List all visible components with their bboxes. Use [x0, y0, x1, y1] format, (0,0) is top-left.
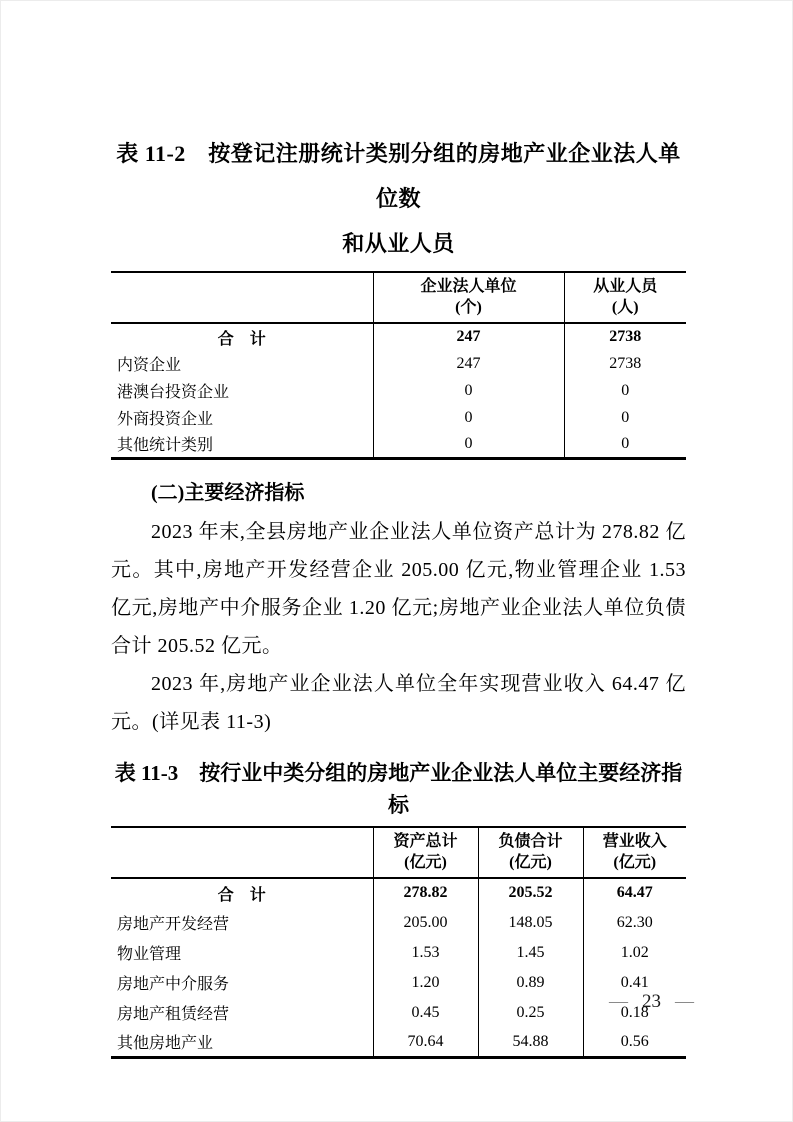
- table-row: [111, 998, 686, 1028]
- cell-liabilities: 0.25: [478, 998, 583, 1028]
- table-11-3-title: 表 11-3 按行业中类分组的房地产业企业法人单位主要经济指标: [114, 760, 683, 817]
- table-row: [111, 938, 686, 968]
- row-label: 房地产中介服务: [117, 976, 230, 993]
- cell-liabilities: 54.88: [478, 1028, 583, 1058]
- row-label: 外商投资企业: [117, 411, 214, 428]
- table-row-total: [111, 878, 686, 908]
- cell-assets: 1.53: [373, 938, 478, 968]
- page-content: [111, 1, 686, 1059]
- header-assets: [373, 827, 478, 878]
- cell-employees: 0: [564, 431, 686, 458]
- table-row: [111, 350, 686, 377]
- cell-assets: 0.45: [373, 998, 478, 1028]
- header-revenue-unit: (亿元): [613, 853, 657, 871]
- cell-revenue: 62.30: [583, 908, 686, 938]
- table-11-2-title-line1: 表 11-2 按登记注册统计类别分组的房地产业企业法人单位数: [116, 141, 681, 211]
- cell-liabilities: 1.45: [478, 938, 583, 968]
- cell-revenue: 0.41: [583, 968, 686, 998]
- footer-left-dash: —: [609, 991, 628, 1012]
- table-11-2-title: [111, 131, 686, 266]
- cell-liabilities: 205.52: [478, 878, 583, 908]
- table-row: [111, 431, 686, 458]
- cell-liabilities: 148.05: [478, 908, 583, 938]
- cell-revenue: 0.18: [583, 998, 686, 1028]
- cell-assets: 1.20: [373, 968, 478, 998]
- cell-revenue: 64.47: [583, 878, 686, 908]
- row-label: 港澳台投资企业: [117, 384, 230, 401]
- table-11-3: [111, 826, 686, 1060]
- table-row: [111, 404, 686, 431]
- page-footer: [609, 989, 694, 1015]
- header-employees-label: 从业人员: [593, 278, 658, 295]
- cell-revenue: 1.02: [583, 938, 686, 968]
- paragraph-revenue: 2023 年,房地产业企业法人单位全年实现营业收入 64.47 亿元。(详见表 11-3): [111, 672, 686, 733]
- header-assets-unit: (亿元): [404, 853, 447, 871]
- header-employees: [564, 272, 686, 323]
- header-empty-cell: [111, 827, 373, 878]
- cell-assets: 278.82: [373, 878, 478, 908]
- cell-employees: 2738: [564, 350, 686, 377]
- cell-employees: 2738: [564, 323, 686, 350]
- row-label: 合 计: [217, 886, 266, 904]
- header-assets-label: 资产总计: [393, 832, 458, 850]
- cell-employees: 0: [564, 404, 686, 431]
- row-label: 内资企业: [117, 357, 182, 374]
- header-unit-count-unit: (个): [455, 299, 482, 316]
- row-label: 房地产租赁经营: [117, 1006, 230, 1023]
- table-row: [111, 1028, 686, 1058]
- table-11-2-header: [111, 272, 686, 323]
- cell-unit-count: 247: [373, 350, 564, 377]
- header-empty-cell: [111, 272, 373, 323]
- table-row: [111, 908, 686, 938]
- header-liabilities-label: 负债合计: [498, 832, 563, 850]
- table-row-total: [111, 323, 686, 350]
- row-label: 物业管理: [117, 946, 182, 963]
- table-row: [111, 968, 686, 998]
- header-employees-unit: (人): [611, 299, 639, 316]
- table-11-2: [111, 271, 686, 460]
- cell-liabilities: 0.89: [478, 968, 583, 998]
- page-number: 23: [642, 991, 661, 1012]
- table-row: [111, 377, 686, 404]
- paragraph-assets: 2023 年末,全县房地产业企业法人单位资产总计为 278.82 亿元。其中,房地产开发经营企业 205.00 亿元,物业管理企业 1.53 亿元,房地产中介服务企业 1.20 亿元;房地产业企业法人单位负债合计 205.52 亿元。: [111, 520, 686, 657]
- row-label: 合 计: [217, 330, 266, 348]
- header-liabilities: [478, 827, 583, 878]
- header-revenue: [583, 827, 686, 878]
- table-11-2-title-line2: 和从业人员: [342, 231, 455, 256]
- row-label: 房地产开发经营: [117, 916, 230, 933]
- cell-unit-count: 0: [373, 404, 564, 431]
- header-revenue-label: 营业收入: [602, 832, 667, 850]
- header-unit-count-label: 企业法人单位: [420, 278, 517, 295]
- header-liabilities-unit: (亿元): [509, 853, 552, 871]
- cell-revenue: 0.56: [583, 1028, 686, 1058]
- section-heading: (二)主要经济指标: [151, 481, 305, 504]
- cell-employees: 0: [564, 377, 686, 404]
- cell-assets: 70.64: [373, 1028, 478, 1058]
- table-11-3-header: [111, 827, 686, 878]
- header-unit-count: [373, 272, 564, 323]
- footer-right-dash: —: [675, 991, 694, 1012]
- row-label: 其他房地产业: [117, 1035, 214, 1053]
- cell-unit-count: 0: [373, 377, 564, 404]
- row-label: 其他统计类别: [117, 437, 214, 455]
- cell-unit-count: 247: [373, 323, 564, 350]
- cell-unit-count: 0: [373, 431, 564, 458]
- cell-assets: 205.00: [373, 908, 478, 938]
